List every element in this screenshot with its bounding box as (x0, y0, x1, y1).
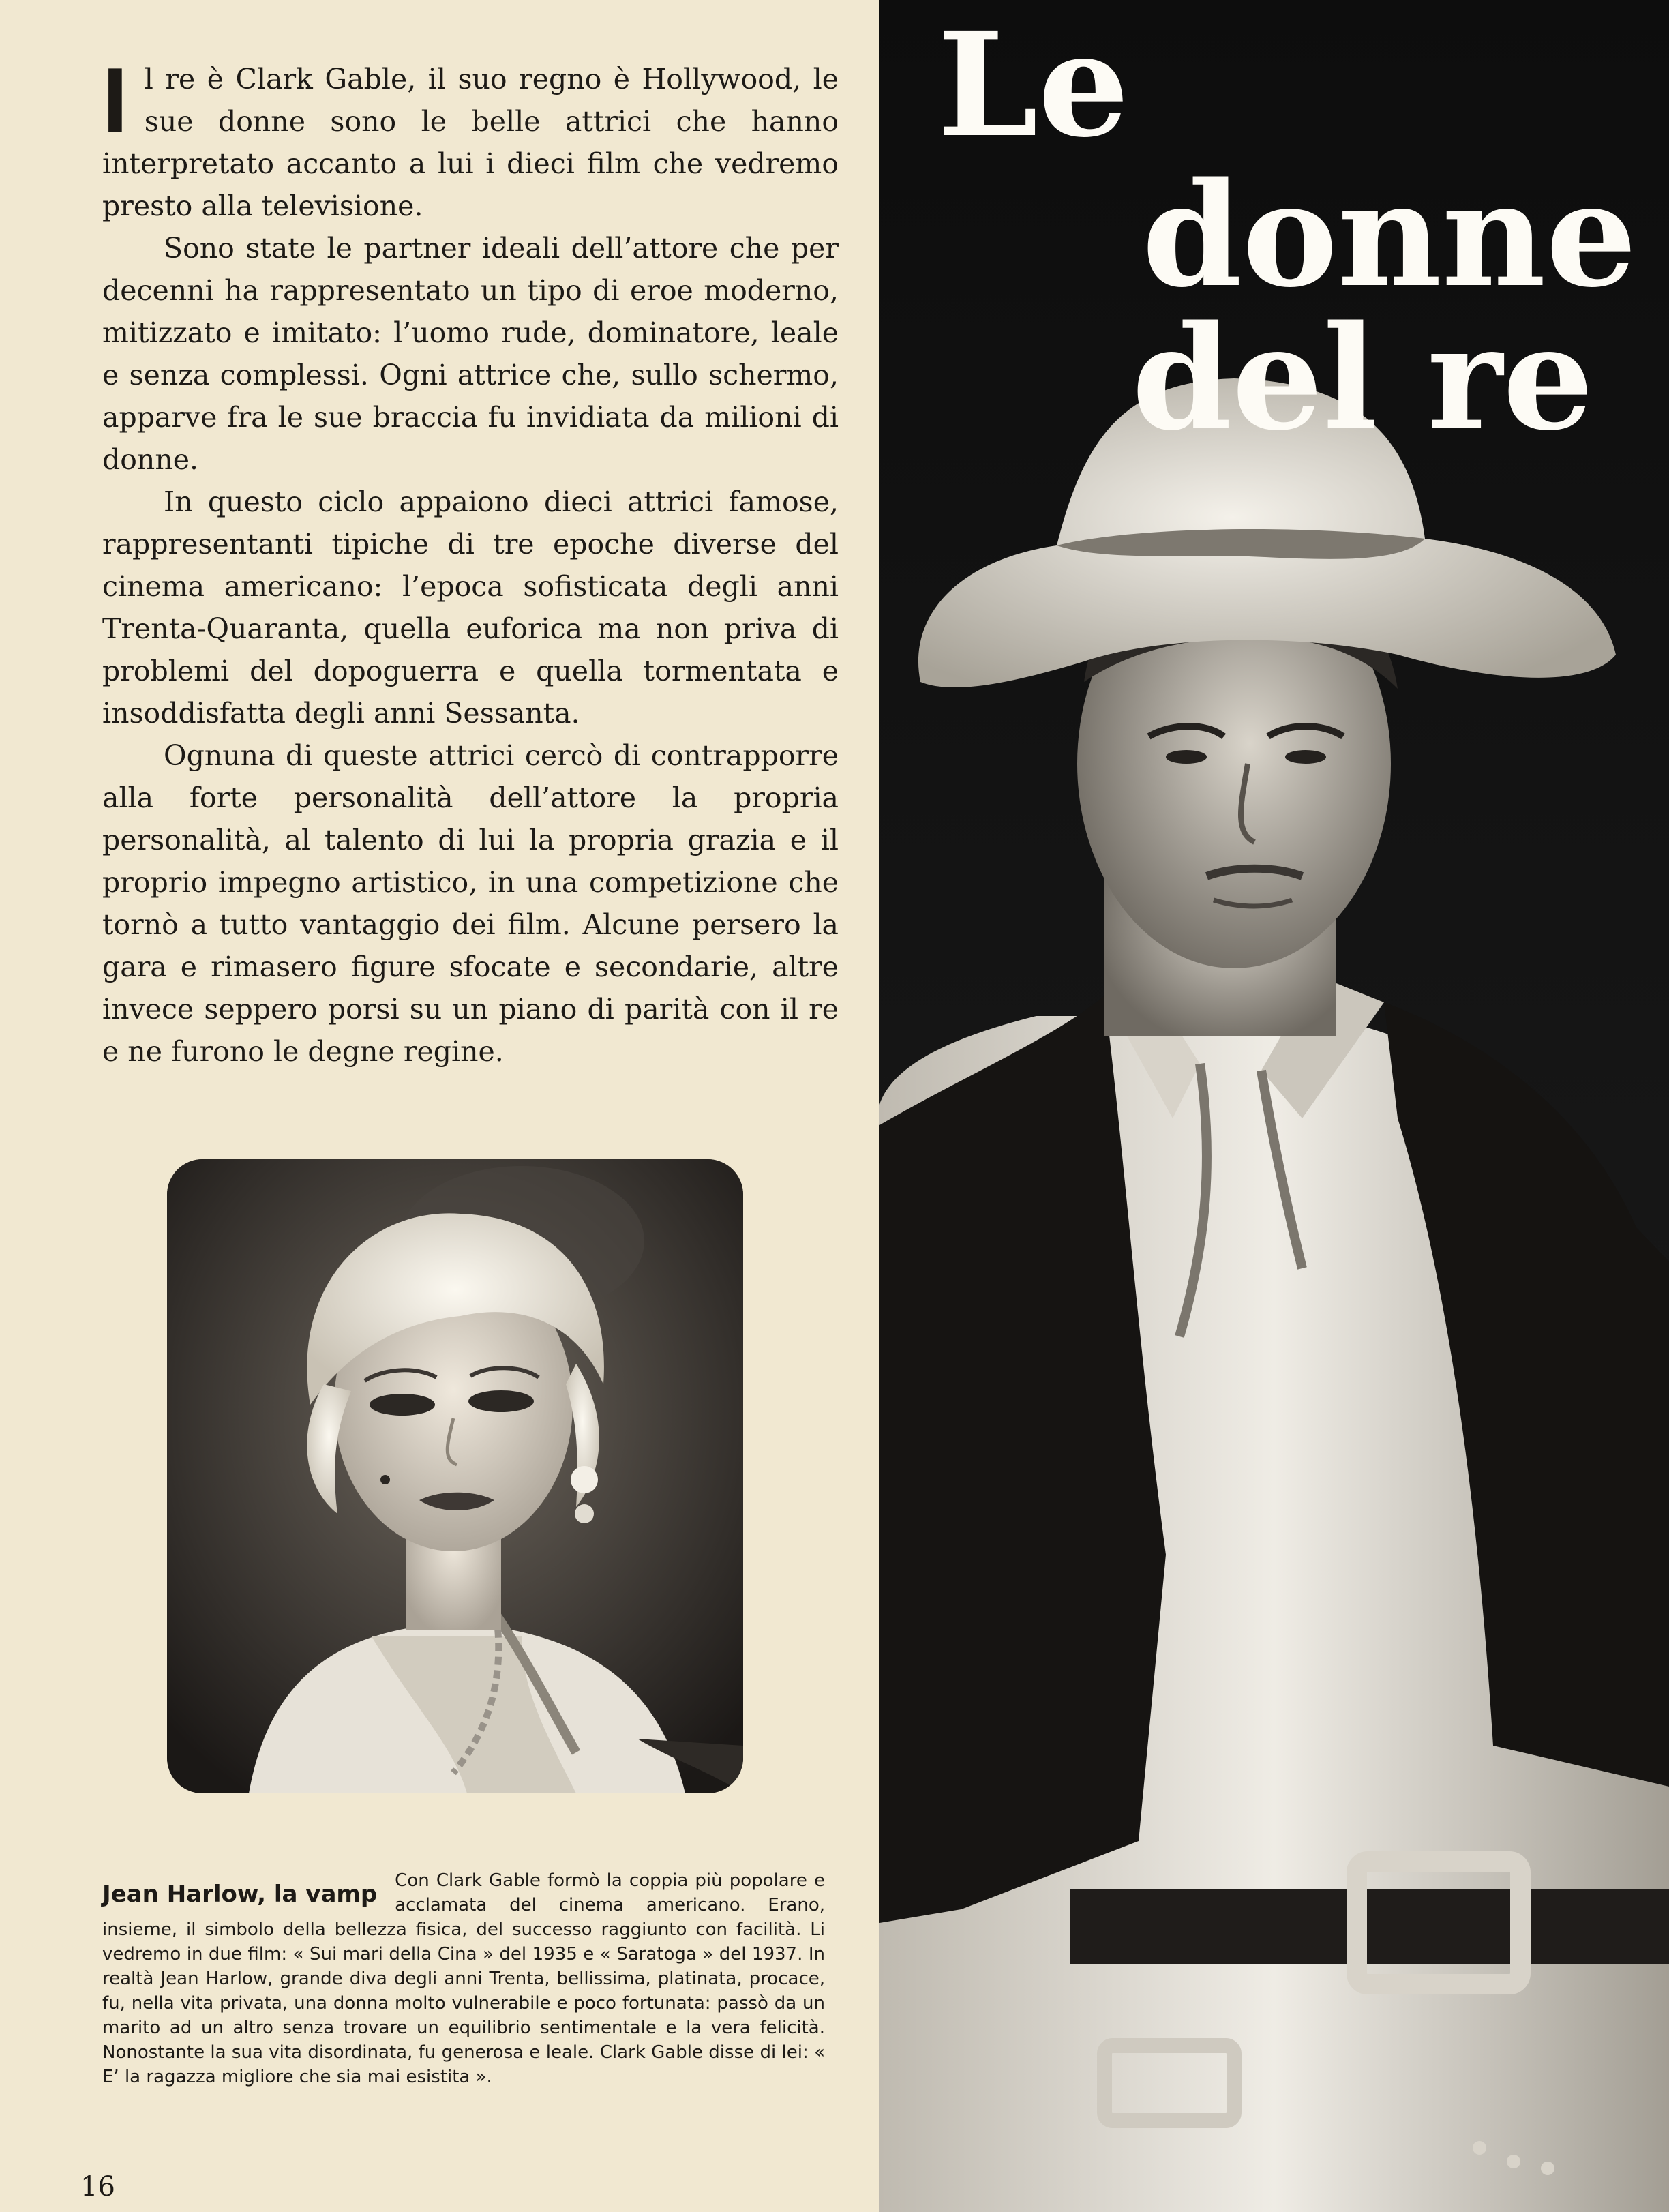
article-body (102, 48, 839, 1073)
title-line-3: del re (1132, 294, 1594, 462)
photo-caption (102, 1868, 825, 2089)
caption-heading: Jean Harlow, la vamp (102, 1881, 378, 1908)
drop-cap: I (102, 48, 128, 152)
article-paragraph (102, 48, 839, 227)
title-line-2: donne (1142, 151, 1637, 319)
article-title (937, 1, 1653, 462)
title-line-1: Le (937, 1, 1130, 169)
page-number: 16 (80, 2171, 115, 2202)
paragraph-text: l re è Clark Gable, il suo regno è Hollywood, le sue donne sono le belle attrici che hanno interpretato accanto a lui i dieci film che vedremo presto alla televisione. (102, 63, 839, 222)
article-paragraph: Ognuna di queste attrici cercò di contrapporre alla forte personalità dell’attore la propria personalità, al talento di lui la propria grazia e il proprio impegno artistico, in una competizione che tornò a tutto vantaggio dei film. Alcune persero la gara e rimasero figure sfocate e secondarie, altre invece seppero porsi su un piano di parità con il re e ne furono le degne regine. (102, 739, 839, 1068)
article-paragraph: Sono state le partner ideali dell’attore che per decenni ha rappresentato un tipo di eroe moderno, mitizzato e imitato: l’uomo rude, dominatore, leale e senza complessi. Ogni attrice che, sullo schermo, apparve fra le sue braccia fu invidiata da milioni di donne. (102, 232, 839, 476)
portrait-image (167, 1159, 743, 1793)
caption-text: Con Clark Gable formò la coppia più popolare e acclamata del cinema americano. Erano, insieme, il simbolo della bellezza fisica, del successo raggiunto con facilità. Li vedremo in due film: « Sui mari della Cina » del 1935 e « Saratoga » del 1937. In realtà Jean Harlow, grande diva degli anni Trenta, bellissima, platinata, procace, fu, nella vita privata, una donna molto vulnerabile e poco fortunata: passò da un marito ad un altro senza trovare un equilibrio sentimentale e la vera felicità. Nonostante la sua vita disordinata, fu generosa e leale. Clark Gable disse di lei: « E’ la ragazza migliore che sia mai esistita ». (102, 1870, 825, 2087)
article-paragraph: In questo ciclo appaiono dieci attrici famose, rappresentanti tipiche di tre epoche diverse del cinema americano: l’epoca sofisticata degli anni Trenta-Quaranta, quella euforica ma non priva di problemi del dopoguerra e quella tormentata e insoddisfatta degli anni Sessanta. (102, 485, 839, 730)
jean-harlow-photo (167, 1159, 743, 1793)
